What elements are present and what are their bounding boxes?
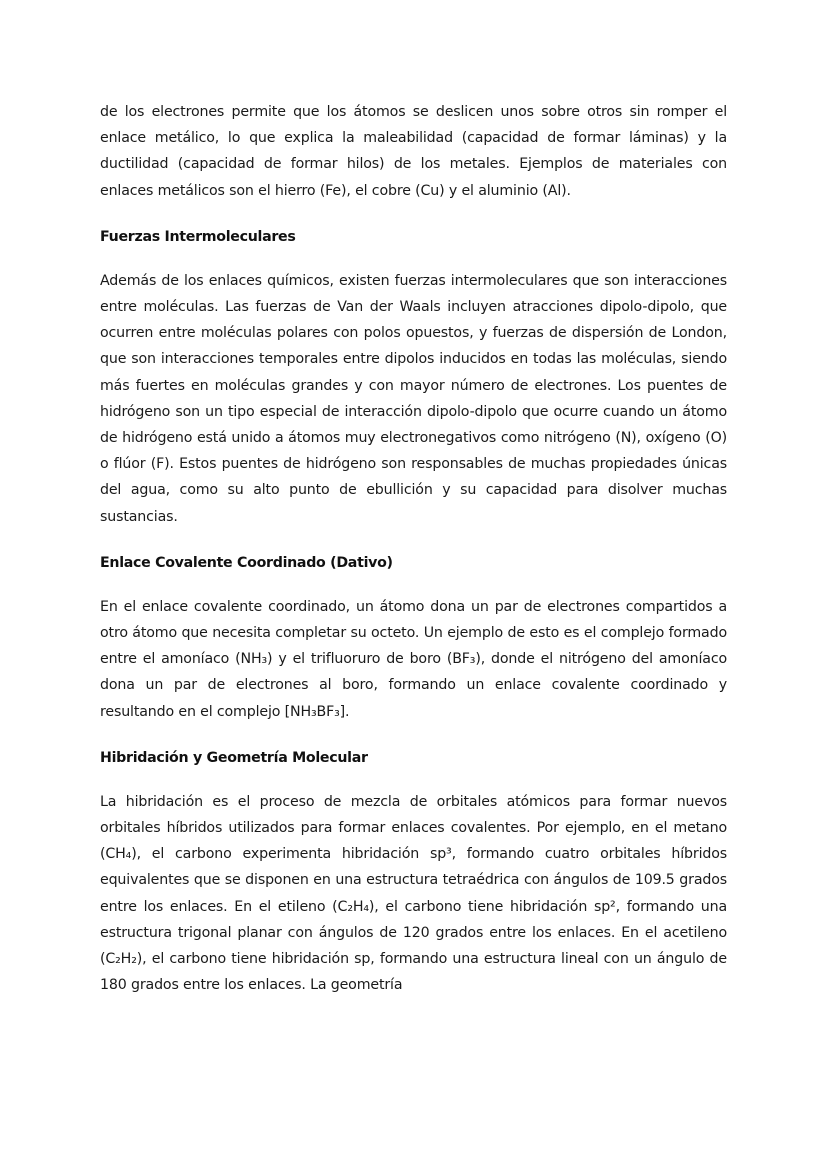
paragraph-metallic-bond-continued: de los electrones permite que los átomos se deslicen unos sobre otros sin romper el enlace metálico, lo que explica la maleabilidad (capacidad de formar láminas) y la ductilidad (capacidad de formar hilos) de los metales. Ejemplos de materiales con enlaces metálicos son el hierro (Fe), el cobre (Cu) y el aluminio (Al). (100, 104, 727, 199)
document-page (100, 99, 727, 998)
spacer (100, 204, 727, 224)
paragraph-intermolecular-forces: Además de los enlaces químicos, existen fuerzas intermoleculares que son interacciones entre moléculas. Las fuerzas de Van der Waals incluyen atracciones dipolo-dipolo, que ocurren entre moléculas polares con polos opuestos, y fuerzas de dispersión de London, que son interacciones temporales entre dipolos inducidos en todas las moléculas, siendo más fuertes en moléculas grandes y con mayor número de electrones. Los puentes de hidrógeno son un tipo especial de interacción dipolo-dipolo que ocurre cuando un átomo de hidrógeno está unido a átomos muy electronegativos como nitrógeno (N), oxígeno (O) o flúor (F). Estos puentes de hidrógeno son responsables de muchas propiedades únicas del agua, como su alto punto de ebullición y su capacidad para disolver muchas sustancias. (100, 272, 727, 525)
spacer (100, 771, 727, 789)
paragraph-hybridization-geometry: La hibridación es el proceso de mezcla de orbitales atómicos para formar nuevos orbitales híbridos utilizados para formar enlaces covalentes. Por ejemplo, en el metano (CH₄), el carbono experimenta hibridación sp³, formando cuatro orbitales híbridos equivalentes que se disponen en una estructura tetraédrica con ángulos de 109.5 grados entre los enlaces. En el etileno (C₂H₄), el carbono tiene hibridación sp², formando una estructura trigonal planar con ángulos de 120 grados entre los enlaces. En el acetileno (C₂H₂), el carbono tiene hibridación sp, formando una estructura lineal con un ángulo de 180 grados entre los enlaces. La geometría (100, 793, 727, 994)
spacer (100, 576, 727, 594)
heading-coordinate-covalent-bond: Enlace Covalente Coordinado (Dativo) (100, 554, 393, 571)
spacer (100, 250, 727, 268)
spacer (100, 725, 727, 745)
heading-hybridization-geometry: Hibridación y Geometría Molecular (100, 749, 368, 766)
paragraph-coordinate-covalent-bond: En el enlace covalente coordinado, un átomo dona un par de electrones compartidos a otro átomo que necesita completar su octeto. Un ejemplo de esto es el complejo formado entre el amoníaco (NH₃) y el trifluoruro de boro (BF₃), donde el nitrógeno del amoníaco dona un par de electrones al boro, formando un enlace covalente coordinado y resultando en el complejo [NH₃BF₃]. (100, 598, 727, 720)
spacer (100, 530, 727, 550)
heading-intermolecular-forces: Fuerzas Intermoleculares (100, 228, 296, 245)
